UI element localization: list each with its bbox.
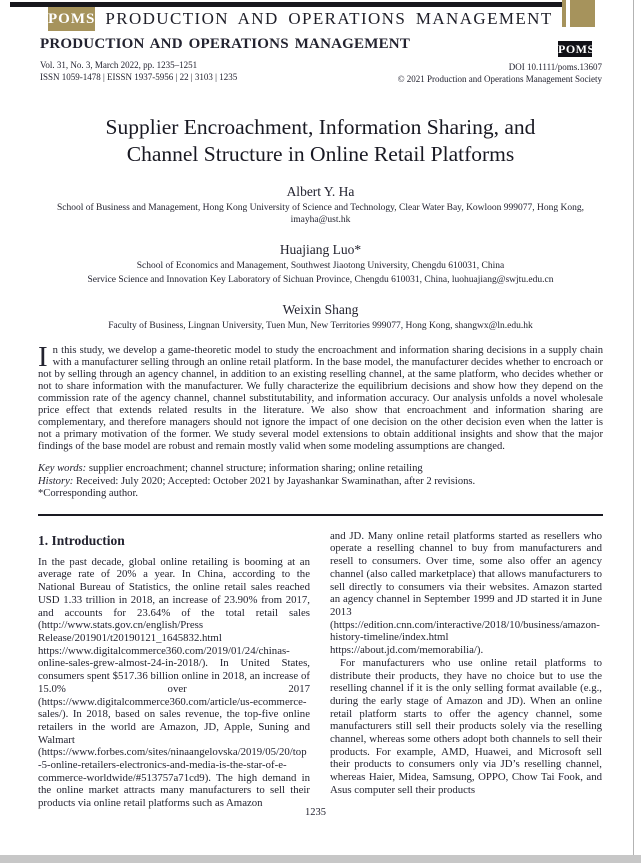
copyright-line: © 2021 Production and Operations Management Society [397, 74, 602, 84]
intro-paragraph: In the past decade, global online retailing is booming at an average rate of 20% a year. In China, according to the National Bureau of Statistics, the online retail sales reached USD 1.33 trillion in 2018, an increase of 23.90% from 2017, and accounts for 23.64% of the total retail sales (http://www.stats.gov.cn/english/Press Release/201901/t20190121_1645832.html https://www.digitalcommerce360.com/2019/01/24/chinas-online-sales-grew-almost-24-in-2018/). In United States, consumers spent $517.36 billion online in 2018, an increase of 15.0% over 2017 (https://www.digitalcommerce360.com/article/us-ecommerce-sales/). In 2018, based on sales revenue, the top-five online retailers in the world are Amazon, JD, Apple, Suning and Walmart (https://www.forbes.com/sites/ninaangelovska/2019/05/20/top-5-online-retailers-electronics-and-media-is-the-star-of-e-commerce-worldwide/#513757a71cd9). The high demand in the online market attracts many manufacturers to sell their products via online retail platforms such as Amazon [38, 555, 310, 810]
author-name: Weixin Shang [282, 302, 359, 317]
poms-logo-gold-text: POMS [48, 11, 96, 27]
second-paragraph: For manufacturers who use online retail platforms to distribute their products, they have no choice but to use the reselling channel if it is the only selling format available (e.g., during the early stage of Amazon and JD). When an online retail platform starts to offer the agency channel, some manufacturers still sell their products solely via the reselling channel, whereas some others adopt both channels to sell their products. For example, AMD, Huawei, and Microsoft sell their products to consumers only via JD’s reselling channel, whereas Haier, Midea, Samsung, OPPO, Chow Tai Fook, and Asus computer sell their products [330, 656, 602, 796]
author-block [0, 301, 641, 332]
abstract [38, 341, 603, 453]
article-meta [38, 463, 603, 501]
keywords-value: supplier encroachment; channel structure; information sharing; online retailing [88, 463, 423, 474]
history-line [38, 476, 603, 489]
author-name: Albert Y. Ha [286, 184, 355, 199]
poms-logo-gold [48, 7, 95, 31]
history-label: History: [38, 475, 74, 487]
page-right-edge [633, 0, 634, 855]
author-affiliation: School of Economics and Management, Southwest Jiaotong University, Chengdu 610031, China [136, 261, 505, 271]
article-title-line2: Channel Structure in Online Retail Platforms [126, 142, 515, 166]
history-value: Received: July 2020; Accepted: October 2021 by Jayashankar Swaminathan, after 2 revisions. [75, 475, 476, 487]
author-name: Huajiang Luo* [279, 242, 362, 257]
gold-stripe-thin [562, 0, 566, 27]
author-affiliation: School of Business and Management, Hong Kong University of Science and Technology, Clear Water Bay, Kowloon 999077, Hong Kong, imayha@ust.hk [56, 203, 585, 225]
poms-logo-black [558, 41, 595, 57]
section-rule [38, 514, 603, 516]
abstract-drop-cap: I [38, 341, 48, 373]
section-heading: 1. Introduction [38, 532, 125, 548]
journal-info-block [40, 36, 410, 83]
page-number: 1235 [305, 807, 326, 818]
banner-title: PRODUCTION AND OPERATIONS MANAGEMENT [105, 9, 553, 28]
page-bottom-edge [0, 855, 641, 863]
doi-block [398, 61, 602, 85]
left-column [38, 530, 310, 810]
gold-stripe-wide [570, 0, 595, 27]
doi-line: DOI 10.1111/poms.13607 [508, 62, 602, 72]
author-block [0, 241, 641, 286]
continuation-paragraph: and JD. Many online retail platforms started as resellers who operate a reselling channel to buy from manufacturers and resell to consumers. Over time, some also offer an agency channel (also called marketplace) that allows manufacturers to sell directly to consumers via their websites. Amazon started an agency channel in September 1999 and JD started it in June 2013 (https://edition.cnn.com/interactive/2018/10/business/amazon-history-timeline/index.html https://about.jd.com/memorabilia/). [330, 529, 602, 657]
author-affiliation: Faculty of Business, Lingnan University, Tuen Mun, New Territories 999077, Hong Kong, shangwx@ln.edu.hk [108, 321, 533, 331]
volume-line: Vol. 31, No. 3, March 2022, pp. 1235–1251 [40, 60, 198, 70]
author-block [0, 183, 641, 226]
keywords-label: Key words: [38, 463, 87, 474]
keywords-line [38, 463, 603, 476]
article-title [71, 114, 571, 168]
issn-line: ISSN 1059-1478 | EISSN 1937-5956 | 22 | 3103 | 1235 [40, 72, 238, 82]
journal-name: PRODUCTION AND OPERATIONS MANAGEMENT [40, 36, 411, 52]
poms-logo-black-text: POMS [558, 42, 595, 56]
body-columns [38, 530, 603, 810]
right-column [330, 530, 602, 810]
corresponding-author-note: *Corresponding author. [38, 488, 139, 500]
author-affiliation: Service Science and Innovation Key Laboratory of Sichuan Province, Chengdu 610031, China, luohuajiang@swjtu.edu.cn [87, 275, 554, 285]
abstract-text: n this study, we develop a game-theoretic model to study the encroachment and information sharing decisions in a supply chain with a manufacturer selling through an online retail platform. In the base model, the manufacturer decides whether to encroach or not by selling through an agency channel, in addition to an existing reselling channel, at the same platform, who decides whether or not to share information with the manufacturer. We fully characterize the equilibrium decisions and show how they depend on the commission rate of the agency channel, channel substitutability, and information accuracy. Our analysis unfolds a novel wholesale price effect that extends related results in the literature. We also show that encroachment and information sharing are complementary, and therefore managers should not ignore the impact of one decision on the other decision even when the latter is not a primary motivation of the former. We study several model extensions to obtain additional insights and show that the major findings of the base model are robust and remain mostly valid when some modeling assumptions are changed. [38, 345, 603, 452]
article-title-line1: Supplier Encroachment, Information Sharing, and [105, 115, 536, 139]
